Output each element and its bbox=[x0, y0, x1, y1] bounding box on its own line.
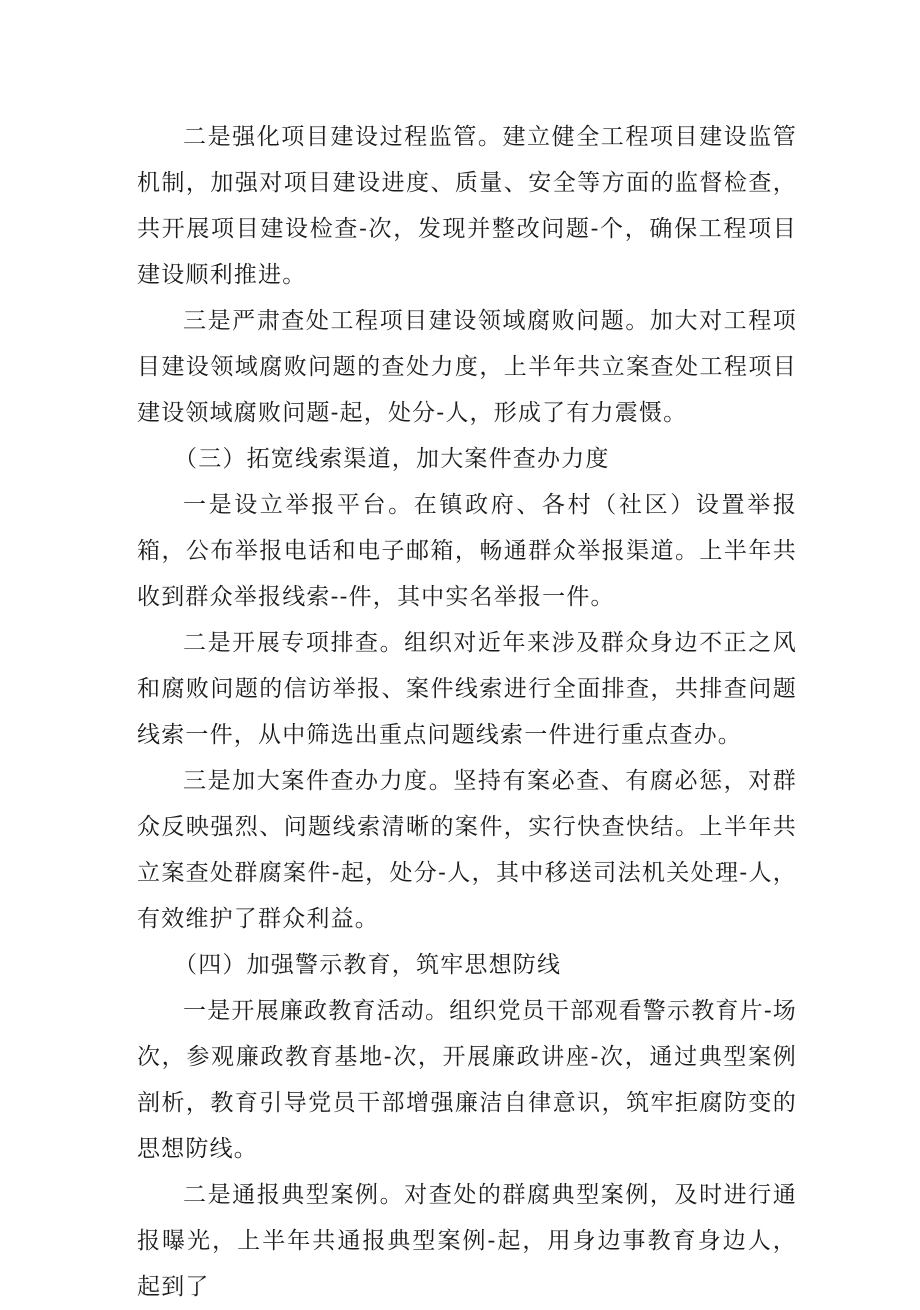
paragraph-typical-cases: 二是通报典型案例。对查处的群腐典型案例，及时进行通报曝光，上半年共通报典型案例-起，用身边事教育身边人，起到了 bbox=[137, 1182, 797, 1300]
paragraph-supervision: 二是强化项目建设过程监管。建立健全工程项目建设监管机制，加强对项目建设进度、质量、安全等方面的监督检查，共开展项目建设检查-次，发现并整改问题-个，确保工程项目建设顺利推进。 bbox=[137, 124, 797, 288]
paragraph-report-platform: 一是设立举报平台。在镇政府、各村（社区）设置举报箱，公布举报电话和电子邮箱，畅通群众举报渠道。上半年共收到群众举报线索--件，其中实名举报一件。 bbox=[137, 492, 797, 610]
section-heading-4: （四）加强警示教育，筑牢思想防线 bbox=[174, 952, 562, 978]
paragraph-integrity-education: 一是开展廉政教育活动。组织党员干部观看警示教育片-场次，参观廉政教育基地-次，开展廉政讲座-次，通过典型案例剖析，教育引导党员干部增强廉洁自律意识，筑牢拒腐防变的思想防线。 bbox=[137, 998, 797, 1162]
paragraph-special-screening: 二是开展专项排查。组织对近年来涉及群众身边不正之风和腐败问题的信访举报、案件线索进行全面排查，共排查问题线索一件，从中筛选出重点问题线索一件进行重点查办。 bbox=[137, 630, 797, 748]
document-body bbox=[137, 114, 797, 1310]
paragraph-investigation: 三是严肃查处工程项目建设领域腐败问题。加大对工程项目建设领域腐败问题的查处力度，上半年共立案查处工程项目建设领域腐败问题-起，处分-人，形成了有力震慑。 bbox=[137, 308, 797, 426]
paragraph-case-handling: 三是加大案件查办力度。坚持有案必查、有腐必惩，对群众反映强烈、问题线索清晰的案件，实行快查快结。上半年共立案查处群腐案件-起，处分-人，其中移送司法机关处理-人，有效维护了群众利益。 bbox=[137, 768, 797, 932]
section-heading-3: （三）拓宽线索渠道，加大案件查办力度 bbox=[174, 446, 610, 472]
